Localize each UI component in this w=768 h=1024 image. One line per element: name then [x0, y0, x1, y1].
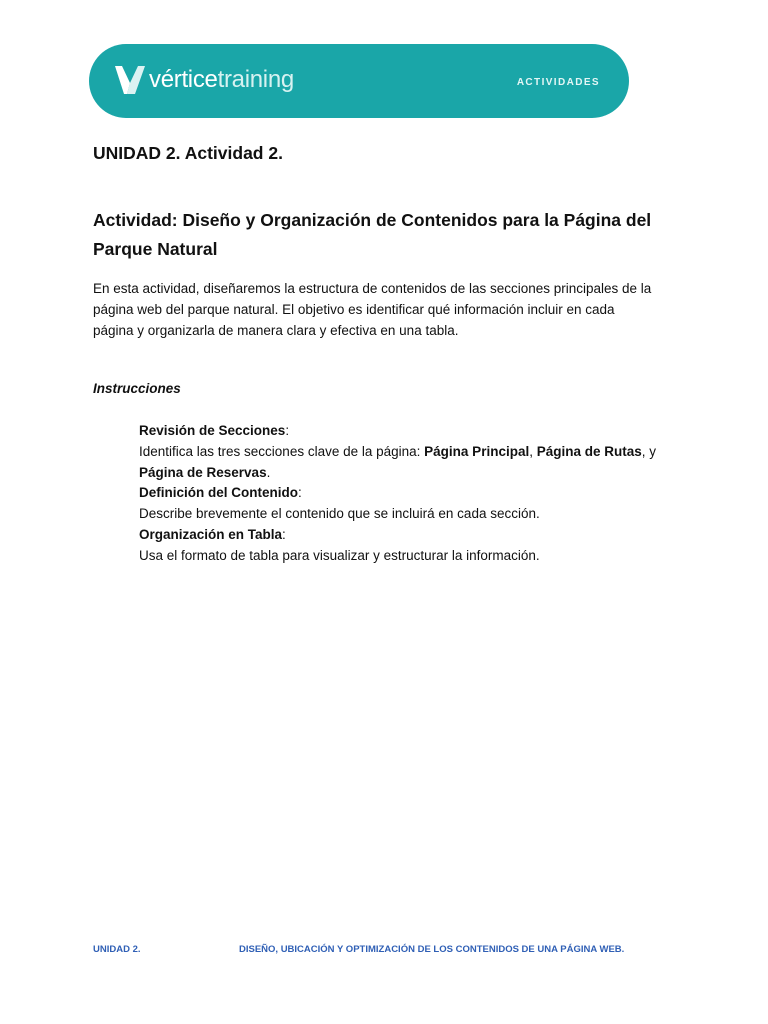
section-tag: ACTIVIDADES [516, 77, 600, 88]
instruction-text: Describe brevemente el contenido que se incluirá en cada sección. [139, 506, 540, 522]
instruction-text-part: Identifica las tres secciones clave de la página: [139, 443, 425, 459]
unit-title: UNIDAD 2. Actividad 2. [93, 143, 283, 163]
colon: : [285, 423, 290, 438]
instruction-title [139, 483, 659, 504]
header-banner [89, 44, 629, 118]
instruction-text [139, 442, 659, 484]
instruction-title-text: Definición del Contenido [139, 485, 298, 501]
instructions-heading: Instrucciones [93, 381, 181, 396]
colon: : [282, 526, 286, 542]
v-logo-icon [115, 66, 145, 94]
logo-text-vertice: vértice [149, 66, 218, 93]
footer-course-title: DISEÑO, UBICACIÓN Y OPTIMIZACIÓN DE LOS CONTENIDOS DE UNA PÁGINA WEB. [239, 944, 625, 955]
section-name: Página Principal [424, 443, 530, 459]
logo-text-training: training [217, 66, 294, 93]
footer-unit: UNIDAD 2. [93, 944, 141, 955]
intro-paragraph: En esta actividad, diseñaremos la estructura de contenidos de las secciones principales de la página web del parque natural. El objetivo es identificar qué información incluir en cada página y organizarla de manera clara y efectiva en una tabla. [93, 281, 652, 338]
logo-text [149, 65, 294, 95]
colon: : [298, 485, 302, 501]
instruction-title-text: Revisión de Secciones [139, 423, 286, 438]
section-name: Página de Reservas [139, 464, 267, 480]
separator: , [529, 443, 537, 459]
instruction-title-text: Organización en Tabla [139, 526, 283, 542]
instruction-title [139, 525, 659, 546]
instruction-title [139, 421, 659, 442]
separator: , y [641, 443, 657, 459]
period: . [266, 464, 271, 480]
section-name: Página de Rutas [536, 443, 642, 459]
brand-logo [115, 65, 294, 95]
instructions-list [139, 421, 659, 567]
instruction-text: Usa el formato de tabla para visualizar y estructurar la información. [139, 547, 540, 563]
activity-title: Actividad: Diseño y Organización de Contenidos para la Página del Parque Natural [93, 210, 652, 259]
